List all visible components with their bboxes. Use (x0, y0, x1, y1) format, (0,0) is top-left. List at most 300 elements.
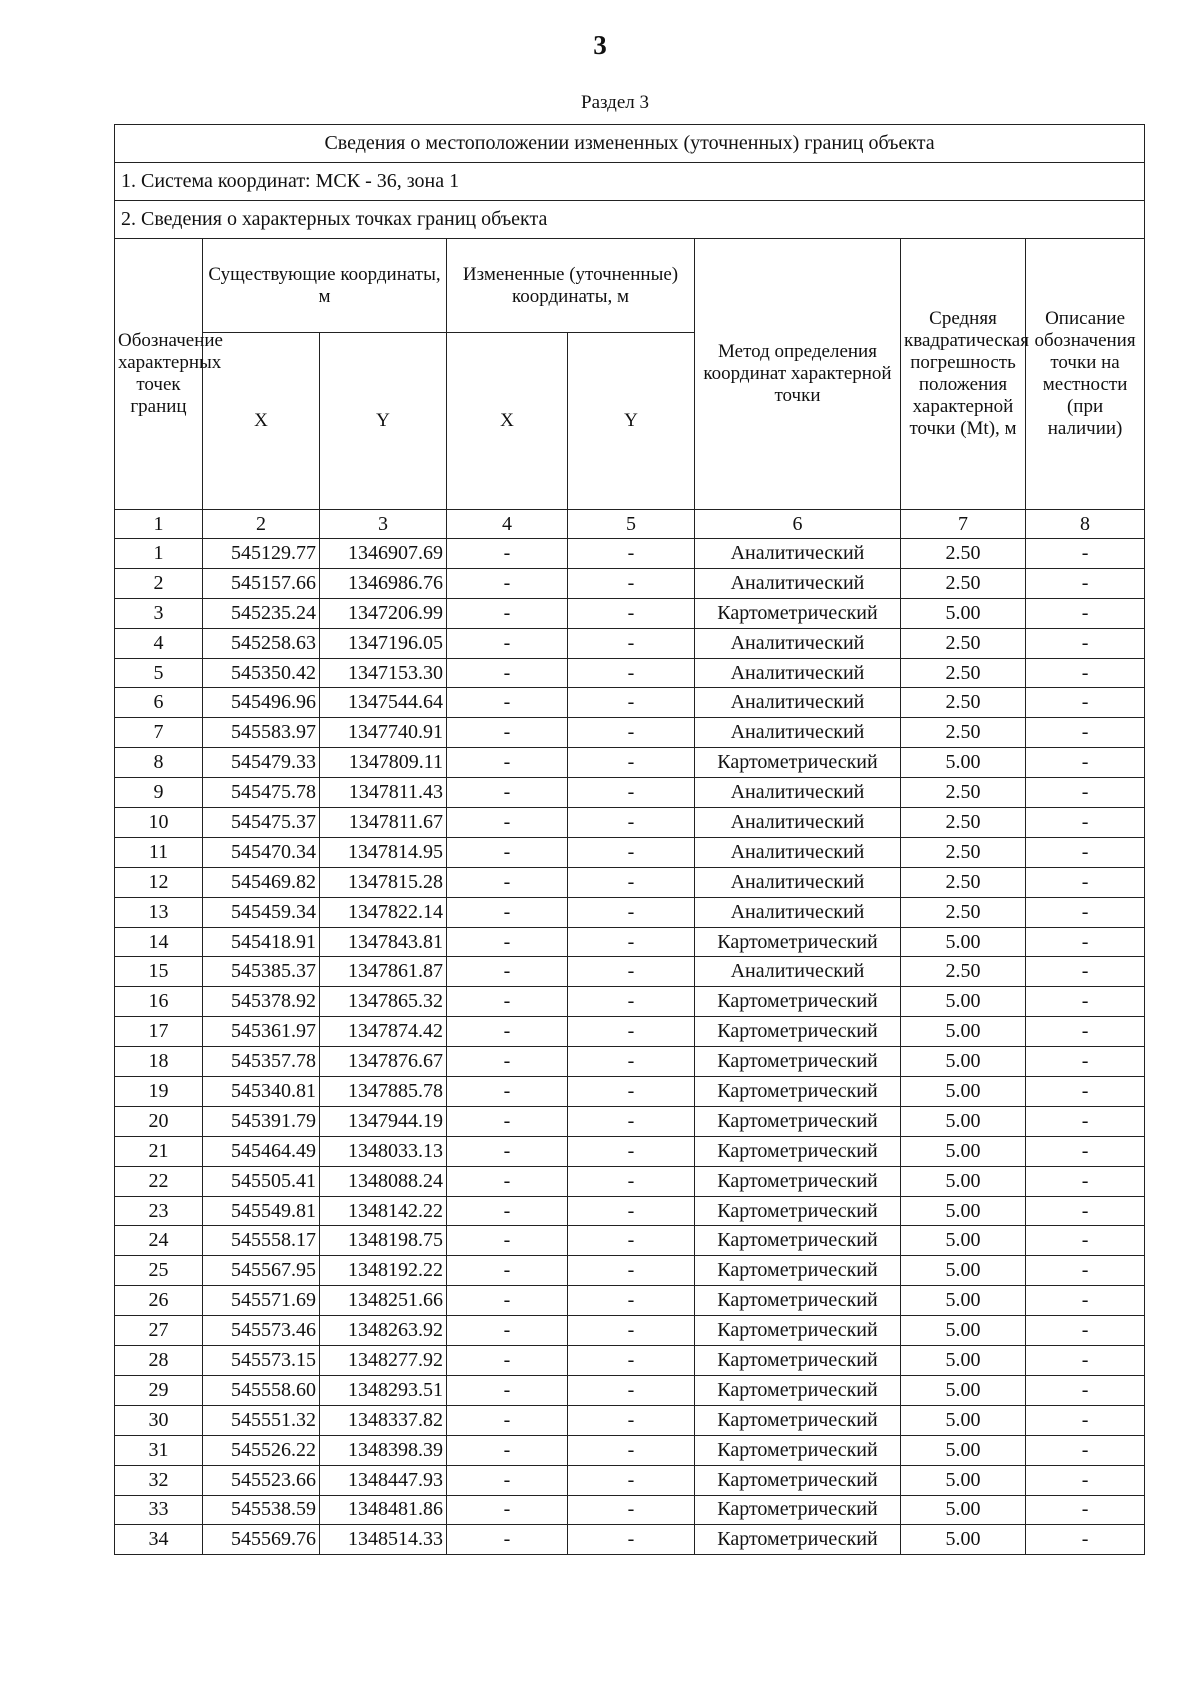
changed-x-cell: - (447, 658, 568, 688)
existing-y-cell: 1348088.24 (320, 1166, 447, 1196)
accuracy-cell: 2.50 (901, 897, 1026, 927)
column-number: 6 (695, 510, 901, 539)
existing-x-cell: 545583.97 (203, 718, 320, 748)
table-row (115, 1316, 1145, 1346)
table-row (115, 1286, 1145, 1316)
points-heading: 2. Сведения о характерных точках границ объекта (115, 201, 1145, 239)
description-cell: - (1026, 1316, 1145, 1346)
table-row (115, 897, 1145, 927)
changed-x-cell: - (447, 1405, 568, 1435)
existing-y-cell: 1348447.93 (320, 1465, 447, 1495)
accuracy-cell: 5.00 (901, 1047, 1026, 1077)
point-number-cell: 20 (115, 1106, 203, 1136)
description-cell: - (1026, 1136, 1145, 1166)
existing-x-cell: 545567.95 (203, 1256, 320, 1286)
column-number: 4 (447, 510, 568, 539)
changed-y-cell: - (568, 1196, 695, 1226)
header-existing-y: Y (320, 333, 447, 510)
point-number-cell: 22 (115, 1166, 203, 1196)
existing-x-cell: 545571.69 (203, 1286, 320, 1316)
changed-x-cell: - (447, 987, 568, 1017)
existing-x-cell: 545361.97 (203, 1017, 320, 1047)
table-row (115, 957, 1145, 987)
point-number-cell: 11 (115, 837, 203, 867)
description-cell: - (1026, 718, 1145, 748)
method-cell: Картометрический (695, 1136, 901, 1166)
accuracy-cell: 5.00 (901, 1286, 1026, 1316)
existing-y-cell: 1348514.33 (320, 1525, 447, 1555)
header-changed-coords: Измененные (уточненные) координаты, м (447, 239, 695, 333)
changed-x-cell: - (447, 718, 568, 748)
description-cell: - (1026, 568, 1145, 598)
existing-x-cell: 545496.96 (203, 688, 320, 718)
table-row (115, 1346, 1145, 1376)
point-number-cell: 15 (115, 957, 203, 987)
description-cell: - (1026, 1375, 1145, 1405)
changed-y-cell: - (568, 598, 695, 628)
existing-y-cell: 1348398.39 (320, 1435, 447, 1465)
table-row (115, 688, 1145, 718)
description-cell: - (1026, 1226, 1145, 1256)
column-number: 5 (568, 510, 695, 539)
point-number-cell: 27 (115, 1316, 203, 1346)
changed-x-cell: - (447, 1286, 568, 1316)
method-cell: Аналитический (695, 628, 901, 658)
changed-y-cell: - (568, 778, 695, 808)
description-cell: - (1026, 1077, 1145, 1107)
point-number-cell: 18 (115, 1047, 203, 1077)
changed-x-cell: - (447, 1077, 568, 1107)
description-cell: - (1026, 808, 1145, 838)
point-number-cell: 32 (115, 1465, 203, 1495)
description-cell: - (1026, 688, 1145, 718)
accuracy-cell: 2.50 (901, 808, 1026, 838)
accuracy-cell: 2.50 (901, 688, 1026, 718)
accuracy-cell: 5.00 (901, 1405, 1026, 1435)
existing-x-cell: 545391.79 (203, 1106, 320, 1136)
table-row (115, 568, 1145, 598)
description-cell: - (1026, 957, 1145, 987)
existing-y-cell: 1348293.51 (320, 1375, 447, 1405)
description-cell: - (1026, 1106, 1145, 1136)
description-cell: - (1026, 1346, 1145, 1376)
header-changed-y: Y (568, 333, 695, 510)
changed-x-cell: - (447, 957, 568, 987)
accuracy-cell: 2.50 (901, 778, 1026, 808)
table-row (115, 718, 1145, 748)
existing-x-cell: 545464.49 (203, 1136, 320, 1166)
description-cell: - (1026, 748, 1145, 778)
description-cell: - (1026, 658, 1145, 688)
table-row (115, 927, 1145, 957)
accuracy-cell: 5.00 (901, 1435, 1026, 1465)
existing-x-cell: 545378.92 (203, 987, 320, 1017)
table-row (115, 1226, 1145, 1256)
method-cell: Аналитический (695, 568, 901, 598)
method-cell: Аналитический (695, 808, 901, 838)
accuracy-cell: 2.50 (901, 628, 1026, 658)
changed-y-cell: - (568, 1286, 695, 1316)
description-cell: - (1026, 1166, 1145, 1196)
accuracy-cell: 2.50 (901, 837, 1026, 867)
accuracy-cell: 5.00 (901, 1136, 1026, 1166)
table-row (115, 837, 1145, 867)
description-cell: - (1026, 628, 1145, 658)
description-cell: - (1026, 1256, 1145, 1286)
changed-y-cell: - (568, 1166, 695, 1196)
point-number-cell: 2 (115, 568, 203, 598)
point-number-cell: 21 (115, 1136, 203, 1166)
changed-y-cell: - (568, 748, 695, 778)
method-cell: Аналитический (695, 897, 901, 927)
point-number-cell: 14 (115, 927, 203, 957)
point-number-cell: 7 (115, 718, 203, 748)
point-number-cell: 23 (115, 1196, 203, 1226)
changed-x-cell: - (447, 1047, 568, 1077)
accuracy-cell: 5.00 (901, 927, 1026, 957)
changed-y-cell: - (568, 867, 695, 897)
existing-x-cell: 545523.66 (203, 1465, 320, 1495)
description-cell: - (1026, 1525, 1145, 1555)
changed-x-cell: - (447, 867, 568, 897)
accuracy-cell: 2.50 (901, 867, 1026, 897)
changed-x-cell: - (447, 1256, 568, 1286)
point-number-cell: 33 (115, 1495, 203, 1525)
page-number: 3 (593, 30, 607, 60)
point-number-cell: 10 (115, 808, 203, 838)
table-row (115, 1525, 1145, 1555)
header-point-designation: Обозначение характерных точек границ (115, 239, 203, 510)
header-description: Описание обозначения точки на местности (при наличии) (1026, 239, 1145, 510)
description-cell: - (1026, 1047, 1145, 1077)
point-number-cell: 6 (115, 688, 203, 718)
accuracy-cell: 5.00 (901, 1495, 1026, 1525)
method-cell: Картометрический (695, 1435, 901, 1465)
accuracy-cell: 2.50 (901, 957, 1026, 987)
description-cell: - (1026, 1465, 1145, 1495)
table-row (115, 539, 1145, 569)
changed-y-cell: - (568, 1077, 695, 1107)
table-row (115, 808, 1145, 838)
changed-x-cell: - (447, 1136, 568, 1166)
table-row (115, 1405, 1145, 1435)
existing-x-cell: 545258.63 (203, 628, 320, 658)
method-cell: Аналитический (695, 837, 901, 867)
existing-y-cell: 1347196.05 (320, 628, 447, 658)
existing-y-cell: 1347865.32 (320, 987, 447, 1017)
accuracy-cell: 5.00 (901, 1226, 1026, 1256)
changed-x-cell: - (447, 1226, 568, 1256)
existing-x-cell: 545340.81 (203, 1077, 320, 1107)
existing-x-cell: 545558.17 (203, 1226, 320, 1256)
table-row (115, 1047, 1145, 1077)
table-row (115, 1166, 1145, 1196)
description-cell: - (1026, 987, 1145, 1017)
changed-x-cell: - (447, 1166, 568, 1196)
existing-y-cell: 1346907.69 (320, 539, 447, 569)
existing-y-cell: 1348033.13 (320, 1136, 447, 1166)
changed-x-cell: - (447, 1017, 568, 1047)
boundary-points-table (114, 124, 1145, 1555)
description-cell: - (1026, 897, 1145, 927)
accuracy-cell: 5.00 (901, 1375, 1026, 1405)
existing-y-cell: 1347822.14 (320, 897, 447, 927)
point-number-cell: 5 (115, 658, 203, 688)
changed-x-cell: - (447, 539, 568, 569)
changed-x-cell: - (447, 598, 568, 628)
column-number: 8 (1026, 510, 1145, 539)
description-cell: - (1026, 837, 1145, 867)
accuracy-cell: 5.00 (901, 1346, 1026, 1376)
table-row (115, 628, 1145, 658)
header-accuracy: Средняя квадратическая погрешность положения характерной точки (Mt), м (901, 239, 1026, 510)
changed-y-cell: - (568, 539, 695, 569)
existing-y-cell: 1347740.91 (320, 718, 447, 748)
point-number-cell: 16 (115, 987, 203, 1017)
method-cell: Картометрический (695, 1316, 901, 1346)
existing-y-cell: 1348198.75 (320, 1226, 447, 1256)
table-title: Сведения о местоположении измененных (уточненных) границ объекта (115, 125, 1145, 163)
point-number-cell: 26 (115, 1286, 203, 1316)
method-cell: Картометрический (695, 1047, 901, 1077)
method-cell: Картометрический (695, 987, 901, 1017)
point-number-cell: 24 (115, 1226, 203, 1256)
accuracy-cell: 5.00 (901, 1196, 1026, 1226)
existing-x-cell: 545235.24 (203, 598, 320, 628)
table-row (115, 1196, 1145, 1226)
method-cell: Картометрический (695, 1017, 901, 1047)
table-row (115, 598, 1145, 628)
existing-x-cell: 545549.81 (203, 1196, 320, 1226)
existing-x-cell: 545573.15 (203, 1346, 320, 1376)
accuracy-cell: 5.00 (901, 987, 1026, 1017)
table-row (115, 1017, 1145, 1047)
method-cell: Аналитический (695, 688, 901, 718)
existing-y-cell: 1348481.86 (320, 1495, 447, 1525)
description-cell: - (1026, 1405, 1145, 1435)
method-cell: Аналитический (695, 658, 901, 688)
changed-y-cell: - (568, 1465, 695, 1495)
existing-x-cell: 545538.59 (203, 1495, 320, 1525)
point-number-cell: 28 (115, 1346, 203, 1376)
method-cell: Картометрический (695, 1286, 901, 1316)
changed-x-cell: - (447, 1316, 568, 1346)
existing-x-cell: 545418.91 (203, 927, 320, 957)
method-cell: Картометрический (695, 1106, 901, 1136)
point-number-cell: 3 (115, 598, 203, 628)
changed-y-cell: - (568, 1106, 695, 1136)
changed-y-cell: - (568, 927, 695, 957)
changed-y-cell: - (568, 1017, 695, 1047)
point-number-cell: 4 (115, 628, 203, 658)
method-cell: Картометрический (695, 1346, 901, 1376)
point-number-cell: 30 (115, 1405, 203, 1435)
changed-x-cell: - (447, 837, 568, 867)
method-cell: Картометрический (695, 1256, 901, 1286)
accuracy-cell: 2.50 (901, 718, 1026, 748)
description-cell: - (1026, 1196, 1145, 1226)
accuracy-cell: 5.00 (901, 1316, 1026, 1346)
method-cell: Картометрический (695, 1166, 901, 1196)
method-cell: Картометрический (695, 748, 901, 778)
accuracy-cell: 5.00 (901, 1077, 1026, 1107)
table-row (115, 1256, 1145, 1286)
changed-x-cell: - (447, 1375, 568, 1405)
existing-y-cell: 1348337.82 (320, 1405, 447, 1435)
accuracy-cell: 2.50 (901, 658, 1026, 688)
existing-x-cell: 545475.78 (203, 778, 320, 808)
existing-y-cell: 1347861.87 (320, 957, 447, 987)
method-cell: Картометрический (695, 1196, 901, 1226)
changed-y-cell: - (568, 1256, 695, 1286)
changed-y-cell: - (568, 1136, 695, 1166)
changed-y-cell: - (568, 957, 695, 987)
existing-y-cell: 1347544.64 (320, 688, 447, 718)
point-number-cell: 13 (115, 897, 203, 927)
existing-y-cell: 1347811.67 (320, 808, 447, 838)
existing-x-cell: 545129.77 (203, 539, 320, 569)
existing-y-cell: 1347811.43 (320, 778, 447, 808)
changed-x-cell: - (447, 1196, 568, 1226)
method-cell: Картометрический (695, 1495, 901, 1525)
existing-y-cell: 1348142.22 (320, 1196, 447, 1226)
coord-system: 1. Система координат: МСК - 36, зона 1 (115, 163, 1145, 201)
existing-x-cell: 545459.34 (203, 897, 320, 927)
existing-y-cell: 1347815.28 (320, 867, 447, 897)
existing-x-cell: 545475.37 (203, 808, 320, 838)
changed-y-cell: - (568, 1316, 695, 1346)
point-number-cell: 25 (115, 1256, 203, 1286)
existing-x-cell: 545350.42 (203, 658, 320, 688)
method-cell: Аналитический (695, 778, 901, 808)
existing-y-cell: 1347809.11 (320, 748, 447, 778)
accuracy-cell: 2.50 (901, 539, 1026, 569)
table-row (115, 1495, 1145, 1525)
changed-x-cell: - (447, 748, 568, 778)
accuracy-cell: 2.50 (901, 568, 1026, 598)
column-number: 3 (320, 510, 447, 539)
table-row (115, 1435, 1145, 1465)
existing-x-cell: 545573.46 (203, 1316, 320, 1346)
point-number-cell: 19 (115, 1077, 203, 1107)
existing-y-cell: 1347885.78 (320, 1077, 447, 1107)
changed-y-cell: - (568, 1405, 695, 1435)
changed-x-cell: - (447, 1525, 568, 1555)
description-cell: - (1026, 927, 1145, 957)
changed-x-cell: - (447, 1495, 568, 1525)
changed-x-cell: - (447, 897, 568, 927)
changed-y-cell: - (568, 837, 695, 867)
changed-x-cell: - (447, 1465, 568, 1495)
changed-y-cell: - (568, 1047, 695, 1077)
changed-y-cell: - (568, 1226, 695, 1256)
existing-y-cell: 1347874.42 (320, 1017, 447, 1047)
accuracy-cell: 5.00 (901, 598, 1026, 628)
changed-x-cell: - (447, 568, 568, 598)
method-cell: Картометрический (695, 1226, 901, 1256)
changed-y-cell: - (568, 718, 695, 748)
changed-x-cell: - (447, 927, 568, 957)
existing-y-cell: 1348251.66 (320, 1286, 447, 1316)
point-number-cell: 1 (115, 539, 203, 569)
changed-y-cell: - (568, 897, 695, 927)
changed-y-cell: - (568, 1525, 695, 1555)
column-number: 1 (115, 510, 203, 539)
existing-x-cell: 545470.34 (203, 837, 320, 867)
point-number-cell: 8 (115, 748, 203, 778)
method-cell: Аналитический (695, 957, 901, 987)
table-row (115, 1106, 1145, 1136)
method-cell: Аналитический (695, 867, 901, 897)
point-number-cell: 34 (115, 1525, 203, 1555)
existing-y-cell: 1348263.92 (320, 1316, 447, 1346)
header-existing-coords: Существующие координаты, м (203, 239, 447, 333)
existing-y-cell: 1347944.19 (320, 1106, 447, 1136)
existing-x-cell: 545157.66 (203, 568, 320, 598)
existing-x-cell: 545385.37 (203, 957, 320, 987)
description-cell: - (1026, 1017, 1145, 1047)
changed-y-cell: - (568, 1346, 695, 1376)
table-body (115, 539, 1145, 1555)
table-row (115, 1136, 1145, 1166)
column-number: 7 (901, 510, 1026, 539)
method-cell: Картометрический (695, 1375, 901, 1405)
point-number-cell: 9 (115, 778, 203, 808)
changed-x-cell: - (447, 688, 568, 718)
column-number: 2 (203, 510, 320, 539)
description-cell: - (1026, 598, 1145, 628)
changed-x-cell: - (447, 778, 568, 808)
method-cell: Картометрический (695, 598, 901, 628)
existing-y-cell: 1347814.95 (320, 837, 447, 867)
changed-y-cell: - (568, 1375, 695, 1405)
description-cell: - (1026, 1495, 1145, 1525)
existing-y-cell: 1348277.92 (320, 1346, 447, 1376)
table-row (115, 1375, 1145, 1405)
changed-y-cell: - (568, 658, 695, 688)
table-row (115, 1465, 1145, 1495)
accuracy-cell: 5.00 (901, 1017, 1026, 1047)
changed-y-cell: - (568, 987, 695, 1017)
table-row (115, 987, 1145, 1017)
changed-y-cell: - (568, 1495, 695, 1525)
description-cell: - (1026, 539, 1145, 569)
existing-y-cell: 1347206.99 (320, 598, 447, 628)
method-cell: Картометрический (695, 1077, 901, 1107)
changed-x-cell: - (447, 1435, 568, 1465)
accuracy-cell: 5.00 (901, 1166, 1026, 1196)
method-cell: Картометрический (695, 1525, 901, 1555)
section-title: Раздел 3 (581, 92, 649, 113)
changed-x-cell: - (447, 628, 568, 658)
header-method: Метод определения координат характерной точки (695, 239, 901, 510)
changed-x-cell: - (447, 808, 568, 838)
header-changed-x: X (447, 333, 568, 510)
existing-y-cell: 1348192.22 (320, 1256, 447, 1286)
point-number-cell: 29 (115, 1375, 203, 1405)
changed-y-cell: - (568, 688, 695, 718)
changed-y-cell: - (568, 1435, 695, 1465)
existing-x-cell: 545558.60 (203, 1375, 320, 1405)
existing-x-cell: 545357.78 (203, 1047, 320, 1077)
changed-y-cell: - (568, 808, 695, 838)
table-row (115, 658, 1145, 688)
changed-y-cell: - (568, 628, 695, 658)
method-cell: Картометрический (695, 1405, 901, 1435)
changed-x-cell: - (447, 1106, 568, 1136)
accuracy-cell: 5.00 (901, 748, 1026, 778)
existing-y-cell: 1347843.81 (320, 927, 447, 957)
